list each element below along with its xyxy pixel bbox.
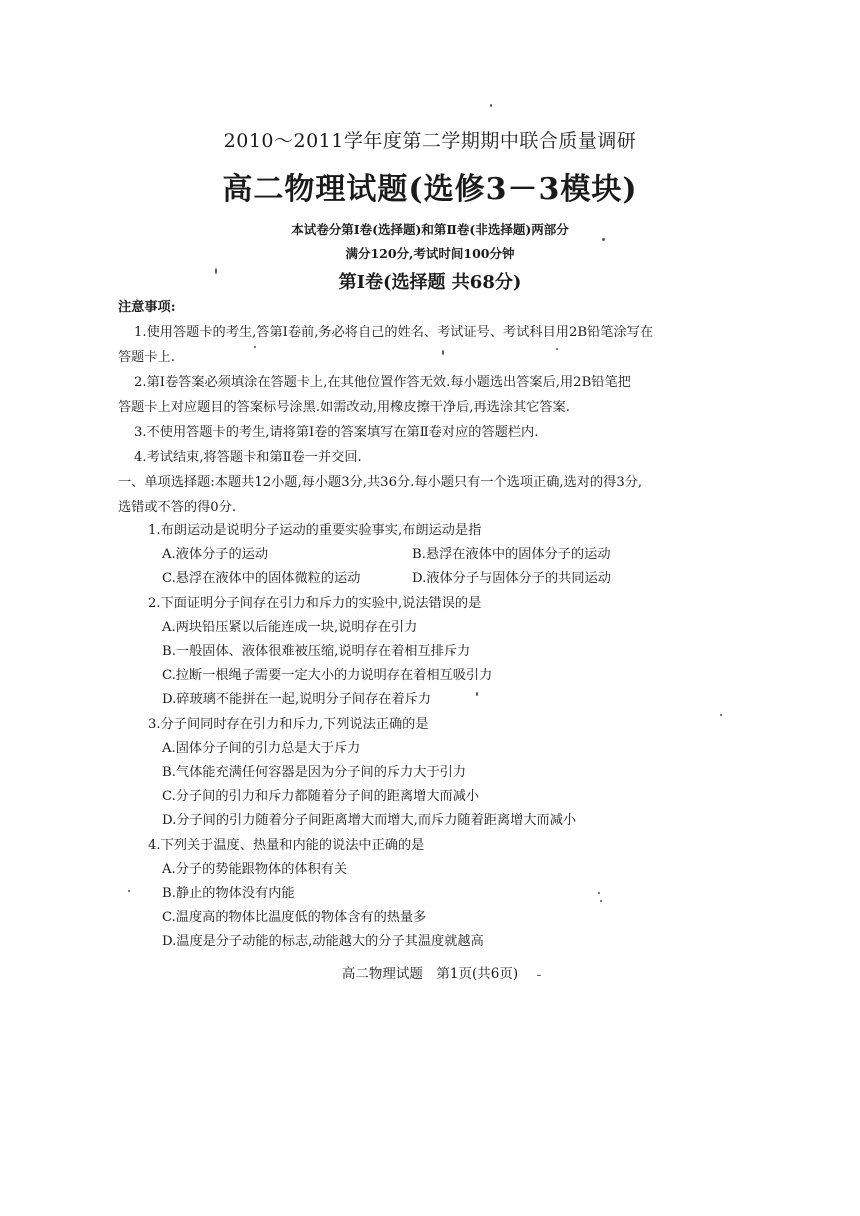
note-1-line-2: 答题卡上. — [118, 350, 175, 365]
question-2-option-c: C.拉断一根绳子需要一定大小的力说明存在着相互吸引力 — [162, 668, 493, 683]
part-one-title: 第Ⅰ卷(选择题 共68分) — [338, 272, 522, 293]
scan-speck — [490, 104, 492, 107]
note-2-line-1: 2.第Ⅰ卷答案必须填涂在答题卡上,在其他位置作答无效.每小题选出答案后,用2B铅笔把 — [134, 375, 631, 390]
question-4-stem: 4.下列关于温度、热量和内能的说法中正确的是 — [148, 838, 425, 853]
exam-structure-note: 本试卷分第Ⅰ卷(选择题)和第Ⅱ卷(非选择题)两部分 — [291, 222, 569, 237]
section-1-heading-line-2: 选错或不答的得0分. — [118, 500, 237, 515]
question-4-option-b: B.静止的物体没有内能 — [162, 886, 295, 901]
scan-speck — [602, 238, 605, 241]
question-4-option-d: D.温度是分子动能的标志,动能越大的分子其温度就越高 — [162, 934, 484, 949]
note-4: 4.考试结束,将答题卡和第Ⅱ卷一并交回. — [134, 450, 362, 465]
scan-speck — [128, 890, 130, 892]
scan-speck — [598, 892, 600, 894]
question-4-option-a: A.分子的势能跟物体的体积有关 — [162, 862, 348, 877]
scan-speck — [476, 692, 478, 696]
question-3-stem: 3.分子间同时存在引力和斥力,下列说法正确的是 — [148, 717, 429, 732]
question-4-option-c: C.温度高的物体比温度低的物体含有的热量多 — [162, 910, 427, 925]
scan-speck — [556, 348, 558, 350]
notes-heading: 注意事项: — [118, 300, 176, 315]
scan-speck — [215, 268, 217, 274]
question-3-option-b: B.气体能充满任何容器是因为分子间的斥力大于引力 — [162, 765, 467, 780]
note-1-line-1: 1.使用答题卡的考生,答第Ⅰ卷前,务必将自己的姓名、考试证号、考试科目用2B铅笔涂写在 — [134, 325, 654, 340]
section-1-heading-line-1: 一、单项选择题:本题共12小题,每小题3分,共36分.每小题只有一个选项正确,选对的得3分, — [118, 475, 643, 490]
question-1-option-b: B.悬浮在液体中的固体分子的运动 — [412, 547, 611, 562]
exam-title: 2010～2011学年度第二学期期中联合质量调研 — [223, 130, 637, 152]
question-2-option-b: B.一般固体、液体很难被压缩,说明存在着相互排斥力 — [162, 644, 471, 659]
question-3-option-a: A.固体分子间的引力总是大于斥力 — [162, 741, 361, 756]
scan-speck — [537, 975, 541, 976]
scan-speck — [254, 346, 256, 348]
question-1-stem: 1.布朗运动是说明分子运动的重要实验事实,布朗运动是指 — [148, 523, 482, 538]
page-footer: 高二物理试题 第1页(共6页) — [341, 966, 519, 982]
question-2-option-a: A.两块铅压紧以后能连成一块,说明存在引力 — [162, 620, 418, 635]
question-1-option-c: C.悬浮在液体中的固体微粒的运动 — [162, 571, 361, 586]
question-1-option-d: D.液体分子与固体分子的共同运动 — [412, 571, 611, 586]
scan-speck — [600, 900, 602, 902]
subject-title: 高二物理试题(选修3－3模块) — [222, 172, 638, 207]
note-2-line-2: 答题卡上对应题目的答案标号涂黑.如需改动,用橡皮擦干净后,再选涂其它答案. — [118, 400, 570, 415]
scan-speck — [720, 714, 722, 716]
scan-speck — [442, 350, 444, 355]
question-2-option-d: D.碎玻璃不能拼在一起,说明分子间存在着斥力 — [162, 692, 432, 707]
question-1-option-a: A.液体分子的运动 — [162, 547, 269, 562]
score-time-note: 满分120分,考试时间100分钟 — [345, 246, 515, 261]
question-3-option-d: D.分子间的引力随着分子间距离增大而增大,而斥力随着距离增大而减小 — [162, 813, 577, 828]
question-2-stem: 2.下面证明分子间存在引力和斥力的实验中,说法错误的是 — [148, 596, 482, 611]
note-3: 3.不使用答题卡的考生,请将第Ⅰ卷的答案填写在第Ⅱ卷对应的答题栏内. — [134, 425, 539, 440]
question-3-option-c: C.分子间的引力和斥力都随着分子间的距离增大而减小 — [162, 789, 480, 804]
